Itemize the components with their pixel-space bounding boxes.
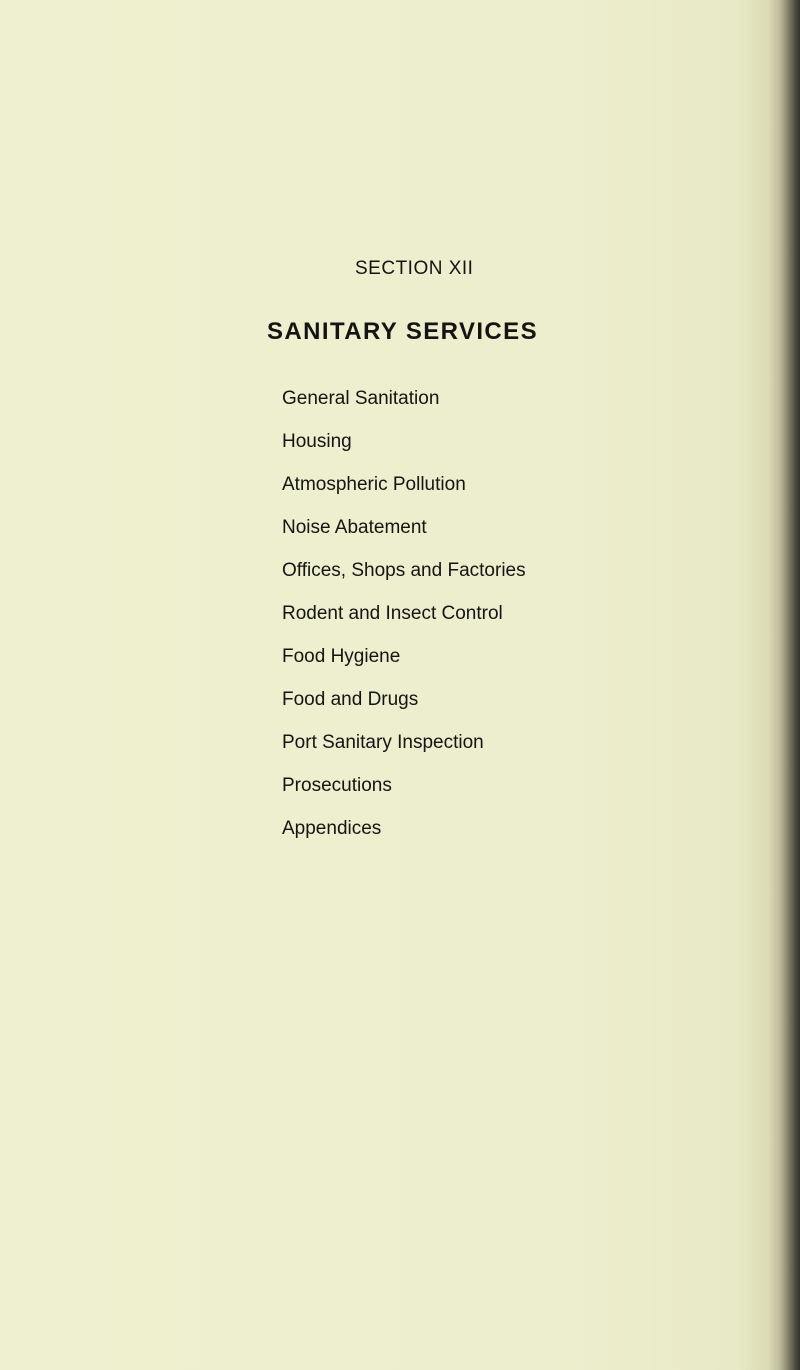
page-edge-shadow [768, 0, 800, 1370]
contents-item-prosecutions: Prosecutions [282, 775, 392, 796]
section-label: SECTION XII [355, 258, 474, 279]
contents-item-food-hygiene: Food Hygiene [282, 646, 401, 667]
contents-item-rodent-insect-control: Rodent and Insect Control [282, 603, 503, 624]
contents-item-appendices: Appendices [282, 818, 382, 839]
contents-item-housing: Housing [282, 431, 352, 452]
contents-item-food-and-drugs: Food and Drugs [282, 689, 419, 710]
contents-list [282, 387, 526, 860]
page-title: SANITARY SERVICES [267, 318, 538, 345]
contents-item-general-sanitation: General Sanitation [282, 388, 440, 409]
contents-item-port-sanitary-inspection: Port Sanitary Inspection [282, 732, 484, 753]
contents-item-offices-shops-factories: Offices, Shops and Factories [282, 560, 526, 581]
contents-item-atmospheric-pollution: Atmospheric Pollution [282, 474, 466, 495]
contents-item-noise-abatement: Noise Abatement [282, 517, 427, 538]
